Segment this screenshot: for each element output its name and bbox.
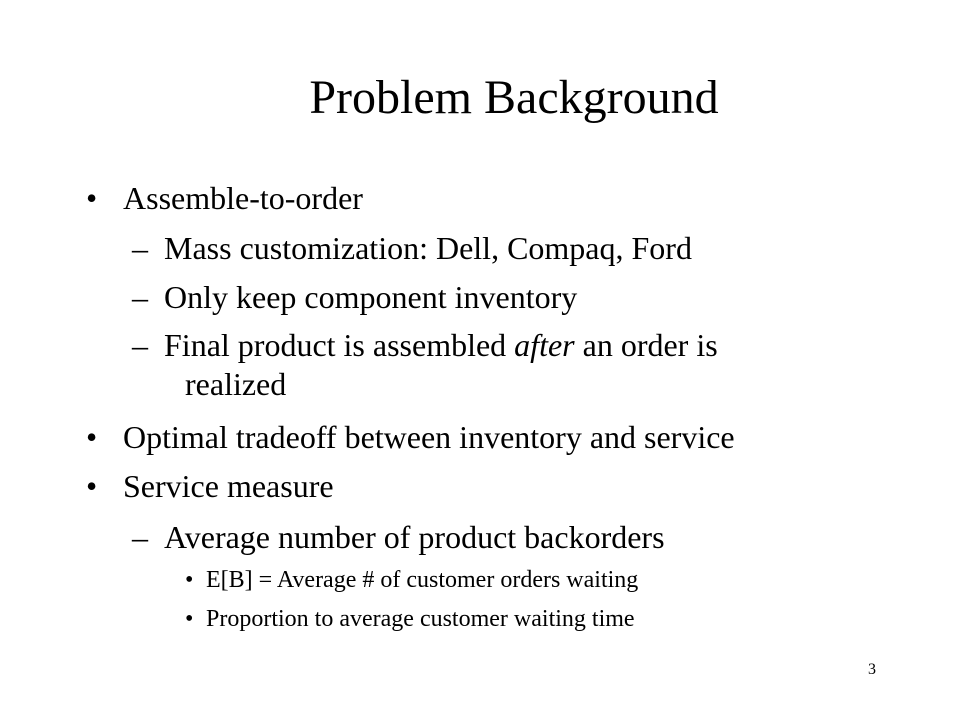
page-number: 3: [868, 661, 876, 678]
list-item-text: an order is: [574, 327, 718, 363]
dash-icon: –: [132, 230, 148, 266]
list-item: Assemble-to-order: [123, 180, 363, 216]
dash-icon: –: [132, 327, 148, 363]
slide-title: Problem Background: [309, 71, 719, 124]
list-item-italic: after: [514, 327, 575, 363]
list-item: E[B] = Average # of customer orders waiting: [206, 567, 639, 593]
bullet-icon: •: [185, 606, 194, 632]
dash-icon: –: [132, 519, 148, 555]
list-item: Optimal tradeoff between inventory and service: [123, 419, 735, 455]
bullet-icon: •: [86, 468, 98, 504]
list-item: Service measure: [123, 468, 334, 504]
list-item-text: Final product is assembled: [164, 327, 515, 363]
bullet-icon: •: [185, 567, 194, 593]
bullet-icon: •: [86, 419, 98, 455]
bullet-icon: •: [86, 180, 98, 216]
list-item: Only keep component inventory: [164, 279, 578, 315]
list-item: [164, 325, 718, 365]
list-item: Proportion to average customer waiting time: [206, 606, 635, 632]
dash-icon: –: [132, 279, 148, 315]
list-item: Mass customization: Dell, Compaq, Ford: [164, 230, 692, 266]
list-item: Average number of product backorders: [164, 519, 665, 555]
list-item-continuation: realized: [185, 366, 287, 402]
